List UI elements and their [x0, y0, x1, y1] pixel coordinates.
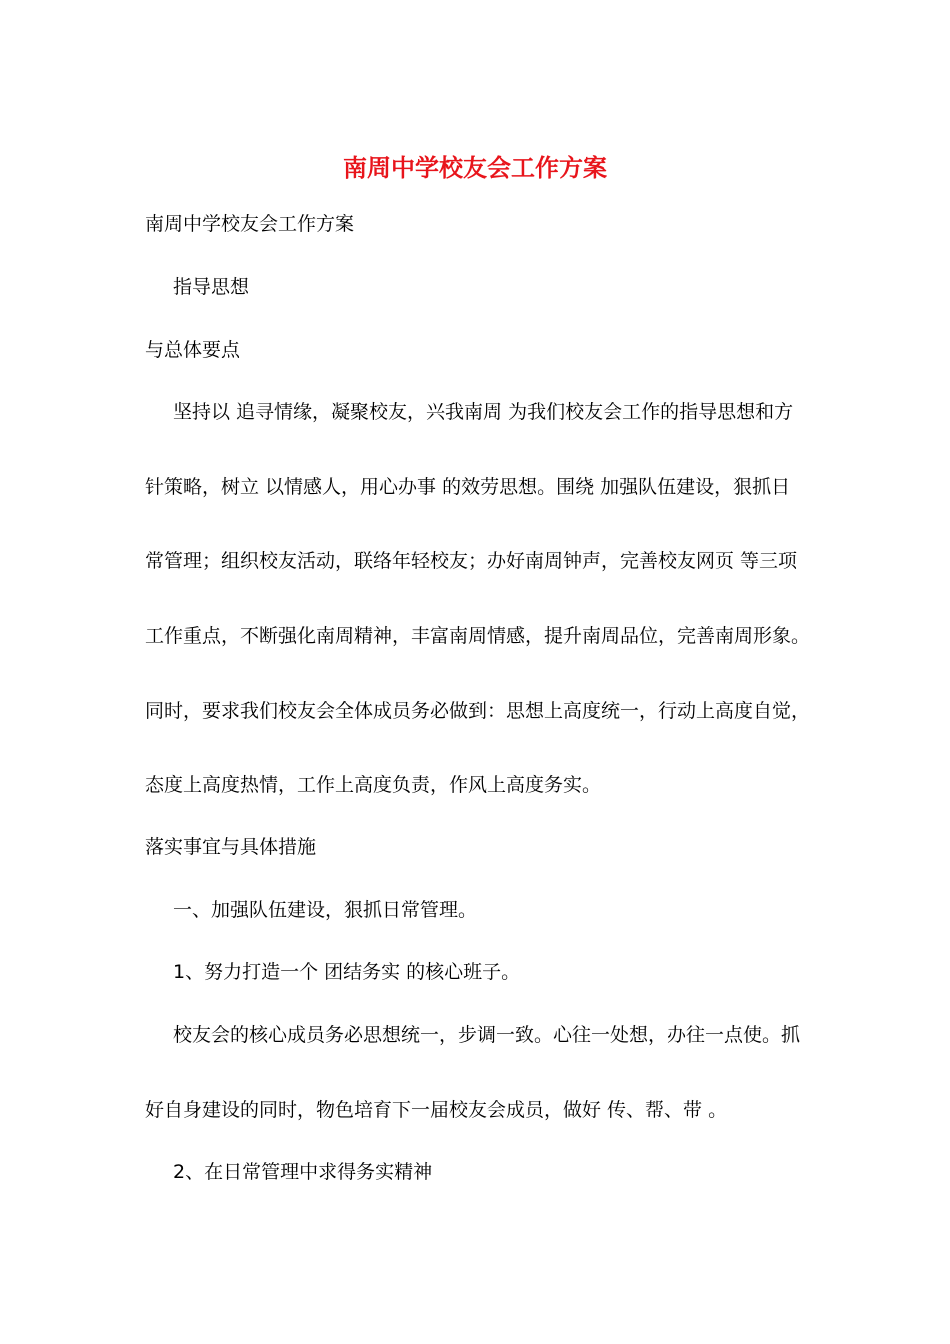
paragraph-line: 常管理；组织校友活动，联络年轻校友；办好南周钟声，完善校友网页 等三项	[145, 550, 798, 572]
subtitle-line: 南周中学校友会工作方案	[145, 213, 355, 235]
section-heading-measures: 落实事宜与具体措施	[145, 836, 317, 858]
paragraph-line: 同时，要求我们校友会全体成员务必做到：思想上高度统一，行动上高度自觉，	[145, 700, 811, 722]
section-heading-guiding-thought: 指导思想	[173, 276, 250, 298]
paragraph-line: 针策略，树立 以情感人，用心办事 的效劳思想。围绕 加强队伍建设，狠抓日	[145, 476, 791, 498]
subsection-heading-1: 一、加强队伍建设，狠抓日常管理。	[173, 899, 478, 921]
document-title: 南周中学校友会工作方案	[343, 153, 607, 182]
paragraph-line: 工作重点，不断强化南周精神，丰富南周情感，提升南周品位，完善南周形象。	[145, 625, 811, 647]
list-item-2: 2、在日常管理中求得务实精神	[173, 1161, 433, 1183]
list-item-1: 1、努力打造一个 团结务实 的核心班子。	[173, 961, 521, 983]
paragraph-line: 好自身建设的同时，物色培育下一届校友会成员，做好 传、帮、带 。	[145, 1099, 728, 1121]
section-heading-key-points: 与总体要点	[145, 339, 241, 361]
paragraph-line: 坚持以 追寻情缘，凝聚校友，兴我南周 为我们校友会工作的指导思想和方	[173, 401, 794, 423]
paragraph-line: 态度上高度热情，工作上高度负责，作风上高度务实。	[145, 774, 602, 796]
paragraph-line: 校友会的核心成员务必思想统一，步调一致。心往一处想，办往一点使。抓	[173, 1024, 801, 1046]
